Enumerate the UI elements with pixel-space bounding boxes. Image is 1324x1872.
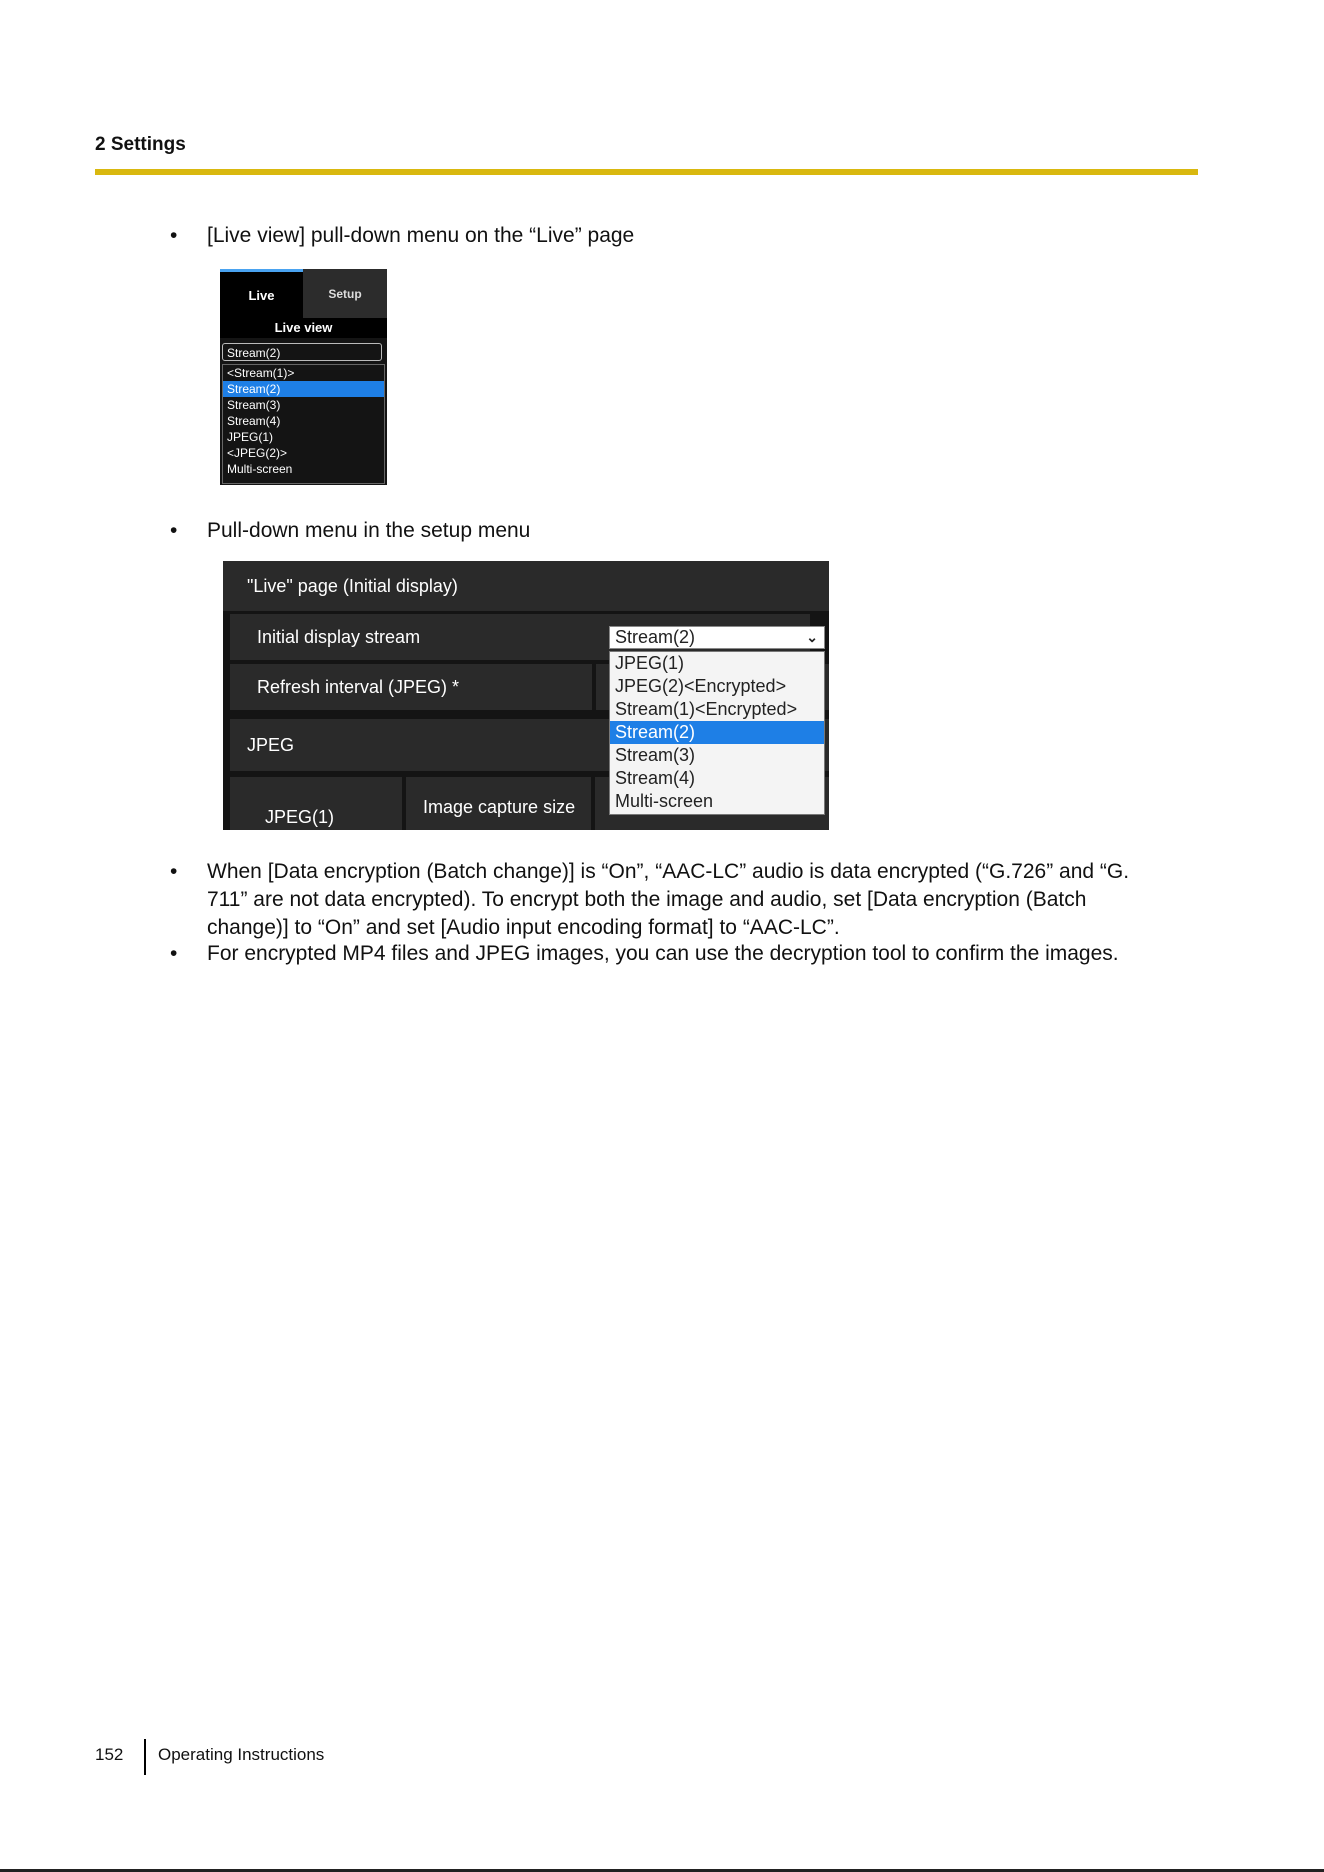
bullet-text	[207, 858, 1129, 942]
initial-display-stream-options	[609, 651, 825, 815]
stream-option[interactable]: Multi-screen	[615, 791, 714, 811]
bullet-text: For encrypted MP4 files and JPEG images, you can use the decryption tool to confirm the images.	[207, 942, 1119, 965]
initial-display-stream-select[interactable]	[609, 626, 825, 649]
bullet-marker: •	[170, 519, 178, 542]
bullet-line: change)] to “On” and set [Audio input encoding format] to “AAC-LC”.	[207, 916, 840, 939]
jpeg1-label: JPEG(1)	[230, 777, 402, 830]
jpeg-header: JPEG	[230, 719, 829, 771]
stream-option[interactable]: JPEG(2)<Encrypted>	[615, 676, 787, 696]
header-rule	[95, 169, 1198, 175]
stream-option-selected[interactable]: Stream(2)	[610, 721, 824, 744]
stream-option[interactable]: Stream(4)	[615, 768, 696, 788]
live-option[interactable]: Stream(3)	[227, 398, 281, 412]
page-number: 152	[95, 1745, 124, 1764]
footer-doc-title: Operating Instructions	[158, 1745, 325, 1764]
stream-option[interactable]: JPEG(1)	[615, 653, 685, 673]
bullet-text: [Live view] pull-down menu on the “Live” page	[207, 224, 635, 247]
section-title: 2 Settings	[95, 134, 186, 155]
bullet-line: When [Data encryption (Batch change)] is “On”, “AAC-LC” audio is data encrypted (“G.726” and “G.	[207, 860, 1130, 883]
stream-option[interactable]: Stream(1)<Encrypted>	[615, 699, 798, 719]
footer-divider	[144, 1739, 146, 1775]
live-page-initial-display-header: "Live" page (Initial display)	[223, 561, 829, 611]
live-option[interactable]: <JPEG(2)>	[227, 446, 288, 460]
live-view-select[interactable]: Stream(2)	[222, 343, 382, 361]
stream-option[interactable]: Stream(3)	[615, 745, 696, 765]
tab-live[interactable]: Live	[220, 269, 303, 318]
tab-setup[interactable]: Setup	[303, 269, 387, 318]
live-option[interactable]: Stream(4)	[227, 414, 281, 428]
live-view-title: Live view	[220, 318, 387, 338]
bullet-marker: •	[170, 224, 178, 247]
initial-display-stream-label: Initial display stream	[230, 614, 592, 660]
live-page-screenshot	[220, 269, 387, 485]
live-option[interactable]: JPEG(1)	[227, 430, 274, 444]
live-option[interactable]: Multi-screen	[227, 462, 293, 476]
bullet-marker: •	[170, 942, 178, 965]
live-option[interactable]: <Stream(1)>	[227, 366, 295, 380]
bullet-line: 711” are not data encrypted). To encrypt both the image and audio, set [Data encryption (Batch	[207, 888, 1087, 911]
bullet-text: Pull-down menu in the setup menu	[207, 519, 531, 542]
chevron-down-icon: ⌄	[806, 629, 818, 645]
select-value: Stream(2)	[615, 627, 696, 647]
live-option-selected[interactable]: Stream(2)	[223, 381, 384, 397]
live-view-options	[222, 364, 385, 484]
refresh-interval-label: Refresh interval (JPEG) *	[230, 664, 592, 710]
image-capture-size-label: Image capture size	[406, 777, 591, 830]
setup-menu-screenshot	[223, 561, 829, 830]
bullet-marker: •	[170, 860, 178, 883]
